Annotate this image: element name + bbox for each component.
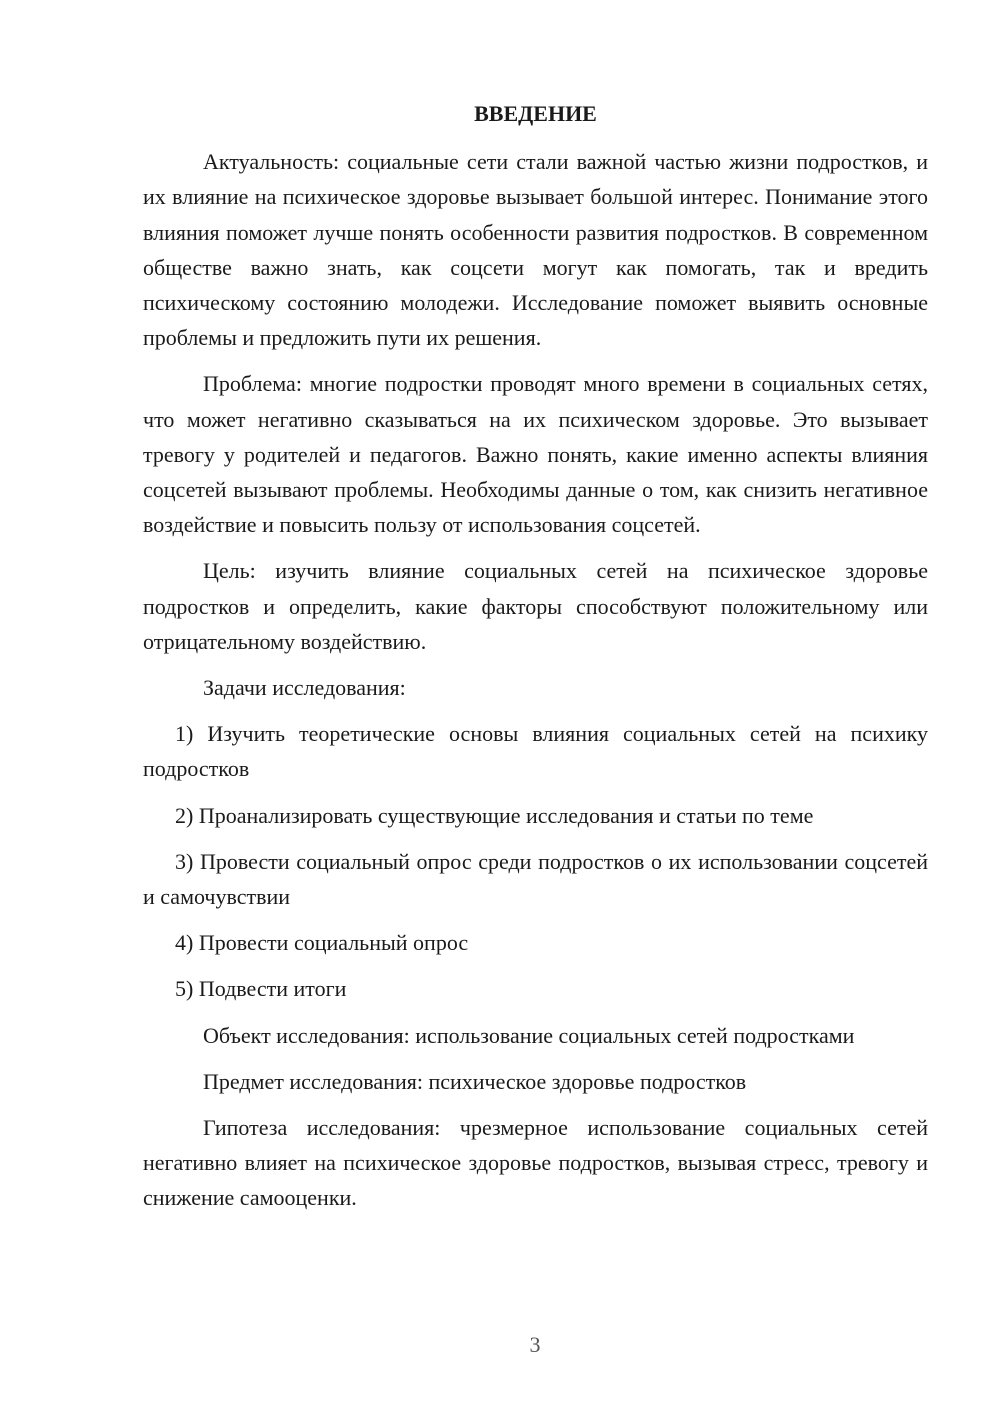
problem-paragraph: Проблема: многие подростки проводят много времени в социальных сетях, что может негативно сказываться на их психическом здоровье. Это вызывает тревогу у родителей и педагогов. Важно понять, какие именно аспекты влияния соцсетей вызывают проблемы. Необходимы данные о том, как снизить негативное воздействие и повысить пользу от использования соцсетей. (143, 371, 928, 538)
document-page (143, 96, 928, 1227)
subject-paragraph: Предмет исследования: психическое здоровье подростков (203, 1068, 747, 1094)
task-item-3: 3) Провести социальный опрос среди подростков о их использовании соцсетей и самочувствии (143, 848, 928, 910)
task-item-5: 5) Подвести итоги (175, 976, 347, 1002)
task-item-2: 2) Проанализировать существующие исследования и статьи по теме (175, 802, 814, 828)
relevance-paragraph: Актуальность: социальные сети стали важной частью жизни подростков, и их влияние на психическое здоровье вызывает большой интерес. Понимание этого влияния поможет лучше понять особенности развития подростков. В современном обществе важно знать, как соцсети могут как помогать, так и вредить психическому состоянию молодежи. Исследование поможет выявить основные проблемы и предложить пути их решения. (143, 149, 928, 351)
hypothesis-paragraph: Гипотеза исследования: чрезмерное использование социальных сетей негативно влияет на психическое здоровье подростков, вызывая стресс, тревогу и снижение самооценки. (143, 1115, 928, 1211)
object-paragraph: Объект исследования: использование социальных сетей подростками (203, 1022, 855, 1048)
task-item-1: 1) Изучить теоретические основы влияния социальных сетей на психику подростков (143, 721, 928, 782)
page-title: ВВЕДЕНИЕ (474, 101, 597, 126)
page-number: 3 (529, 1332, 541, 1357)
goal-paragraph: Цель: изучить влияние социальных сетей на психическое здоровье подростков и определить, какие факторы способствуют положительному или отрицательному воздействию. (143, 558, 928, 654)
task-item-4: 4) Провести социальный опрос (175, 930, 469, 956)
tasks-heading: Задачи исследования: (203, 675, 406, 701)
